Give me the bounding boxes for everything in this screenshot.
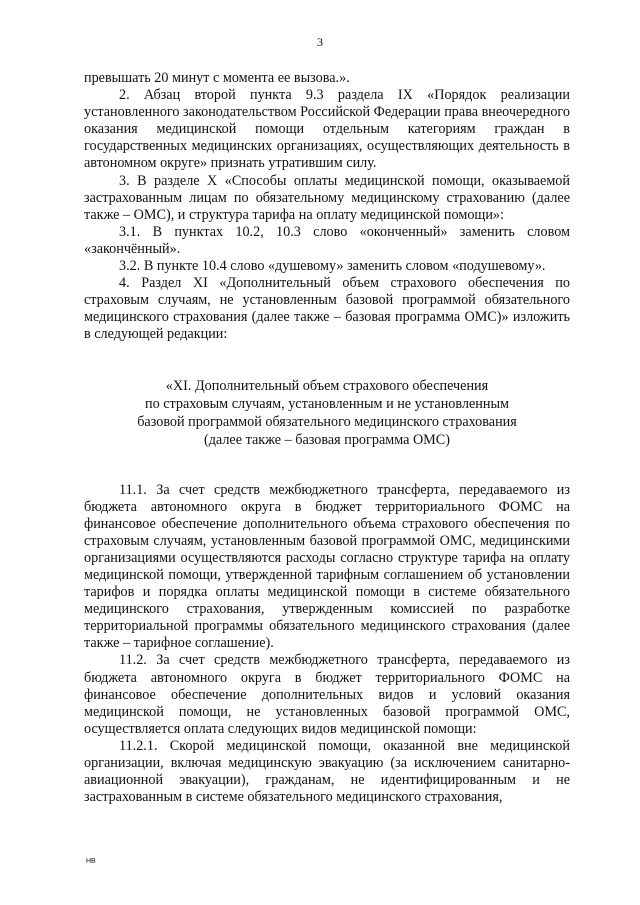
paragraph-item-3-1: 3.1. В пунктах 10.2, 10.3 слово «оконченный» заменить словом «закончённый». bbox=[84, 223, 570, 257]
document-body bbox=[84, 70, 570, 806]
section-title-line: «XI. Дополнительный объем страхового обеспечения bbox=[165, 377, 489, 394]
paragraph-item-3-2: 3.2. В пункте 10.4 слово «душевому» заменить словом «подушевому». bbox=[119, 258, 546, 275]
section-title bbox=[84, 377, 570, 449]
section-title-line: (далее также – базовая программа ОМС) bbox=[203, 431, 450, 448]
section-title-line: по страховым случаям, установленным и не установленным bbox=[145, 395, 509, 412]
paragraph-item-2: 2. Абзац второй пункта 9.3 раздела IX «Порядок реализации установленного законодательством Российской Федерации права внеочередного оказания медицинской помощи отдельным категориям граждан в государственных медицинских организациях, осуществляющих деятельность в автономном округе» признать утратившим силу. bbox=[84, 87, 570, 172]
paragraph-11-2: 11.2. За счет средств межбюджетного трансферта, передаваемого из бюджета автономного округа в бюджет территориального ФОМС на финансовое обеспечение дополнительных видов и условий оказания медицинской помощи, не установленных базовой программой ОМС, осуществляется оплата следующих видов медицинской помощи: bbox=[84, 652, 570, 737]
footer-mark: HB bbox=[86, 858, 96, 865]
paragraph-item-3: 3. В разделе X «Способы оплаты медицинской помощи, оказываемой застрахованным лицам по обязательному медицинскому страхованию (далее также – ОМС), и структура тарифа на оплату медицинской помощи»: bbox=[84, 172, 570, 223]
paragraph-item-4: 4. Раздел XI «Дополнительный объем страхового обеспечения по страховым случаям, не установленным базовой программой обязательного медицинского страхования (далее также – базовая программа ОМС)» изложить в следующей редакции: bbox=[84, 275, 570, 343]
paragraph-11-2-1: 11.2.1. Скорой медицинской помощи, оказанной вне медицинской организации, включая медицинскую эвакуацию (за исключением санитарно-авиационной эвакуации), гражданам, не идентифицированным и не застрахованным в системе обязательного медицинского страхования, bbox=[84, 737, 570, 806]
paragraph-continuation: превышать 20 минут с момента ее вызова.». bbox=[84, 70, 350, 86]
paragraph-11-1: 11.1. За счет средств межбюджетного трансферта, передаваемого из бюджета автономного округа в бюджет территориального ФОМС на финансовое обеспечение дополнительного объема страхового обеспечения по страховым случаям, установленным базовой программой ОМС, медицинскими организациями осуществляются расходы согласно структуре тарифа на оплату медицинской помощи, утвержденной тарифным соглашением об установлении тарифов и порядка оплаты медицинской помощи в системе обязательного медицинского страхования, утвержденным комиссией по разработке территориальной программы обязательного медицинского страхования (далее также – тарифное соглашение). bbox=[84, 481, 570, 652]
section-title-line: базовой программой обязательного медицинского страхования bbox=[137, 413, 517, 430]
page-number: 3 bbox=[317, 35, 323, 49]
